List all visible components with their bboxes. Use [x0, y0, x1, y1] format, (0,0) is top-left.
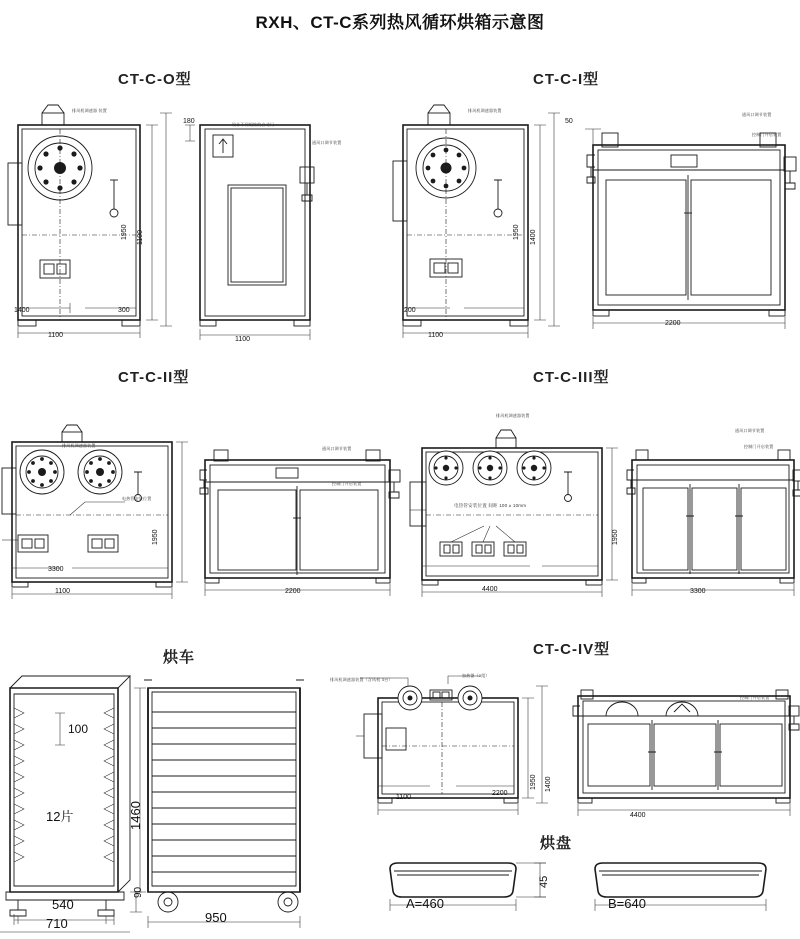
diagram-tray: [380, 855, 800, 925]
dim-height-front-ct-c-0: 1950: [121, 224, 128, 240]
section-title-ct-c-i: CT-C-I型: [533, 71, 600, 88]
note-side-1-ct-c-0: 通风口调节装置: [312, 140, 342, 145]
section-title-ct-c-0: CT-C-O型: [118, 71, 192, 88]
diagram-ct-c-i: [388, 95, 800, 345]
dim-3-ct-c-iv: 2200: [492, 790, 508, 797]
dim-side-width-ct-c-0: 1100: [235, 336, 251, 343]
section-title-ct-c-ii: CT-C-II型: [118, 369, 190, 386]
note-right-2-ct-c-iii: 控制门开启装置: [744, 444, 774, 449]
note-fan-ct-c-iv: 排风机调速器装置（含风机 3台）: [330, 677, 393, 682]
dim-small-2-ct-c-0: 300: [118, 307, 130, 314]
diagram-trolley: [0, 670, 330, 930]
dim-3-ct-c-ii: 1100: [55, 588, 71, 595]
dim-1-ct-c-i: 1950: [513, 224, 520, 240]
note-fan-ct-c-ii: 排风机调速器装置: [62, 443, 96, 448]
section-title-ct-c-iii: CT-C-III型: [533, 369, 610, 386]
dim-plate-pitch-trolley: 100: [68, 722, 89, 736]
note-top-ct-c-iv: 加热器（3组）: [462, 673, 490, 678]
note-right-1-ct-c-iii: 通风口调节装置: [735, 428, 765, 433]
dim-inner-1-ct-c-0: 1400: [14, 307, 30, 314]
page-title: RXH、CT-C系列热风循环烘箱示意图: [255, 13, 545, 32]
dim-2-ct-c-iv: 1400: [545, 776, 552, 792]
dim-6-ct-c-i: 50: [565, 118, 573, 125]
dim-4-ct-c-iv: 4400: [630, 812, 646, 819]
dim-2-ct-c-i: 1400: [530, 229, 537, 245]
dim-right-tray: B=640: [608, 896, 646, 911]
dim-thickness-tray: 45: [538, 875, 550, 888]
section-title-trolley: 烘车: [163, 649, 196, 666]
note-top-right-ct-c-0: 设计不同规格的自动门: [232, 122, 274, 127]
dim-depth-ct-c-0: 1100: [137, 229, 144, 245]
note-fan-ct-c-i: 排风机调速器装置: [468, 108, 502, 113]
dim-wheel-trolley: 90: [133, 886, 144, 898]
dim-base-trolley: 710: [46, 916, 68, 931]
dim-1-ct-c-iii: 1950: [612, 529, 619, 545]
dim-length-trolley: 950: [205, 910, 227, 925]
dim-side-small-ct-c-0: 180: [183, 118, 195, 125]
section-title-tray: 烘盘: [540, 835, 573, 852]
dim-1-ct-c-ii: 1950: [152, 529, 159, 545]
diagram-ct-c-0: [0, 95, 400, 345]
dim-2-ct-c-iii: 3300: [690, 588, 706, 595]
note-right-ct-c-iv: 控制门开启装置: [740, 695, 770, 700]
note-right-1-ct-c-ii: 通风口调节装置: [322, 446, 352, 451]
section-title-ct-c-iv: CT-C-IV型: [533, 641, 611, 658]
dim-3-ct-c-iii: 4400: [482, 586, 498, 593]
dim-left-tray: A=460: [406, 896, 444, 911]
dim-height-trolley: 1460: [128, 801, 143, 830]
dim-2-ct-c-ii: 2200: [285, 588, 301, 595]
note-inner-ct-c-iii: 电热管安装位置 间距 100 ± 10mm: [454, 503, 527, 508]
dim-5-ct-c-i: 2200: [665, 320, 681, 327]
note-right-2-ct-c-i: 控制门开启装置: [752, 132, 782, 137]
dim-angle-trolley: 12片: [46, 809, 74, 824]
dim-1-ct-c-iv: 1950: [530, 774, 537, 790]
note-fan-ct-c-0: 排风机调速器 装置: [72, 108, 107, 113]
dim-3-ct-c-i: 200: [404, 307, 416, 314]
dim-width-trolley: 540: [52, 897, 74, 912]
note-fan-ct-c-iii: 排风机调速器装置: [496, 413, 530, 418]
dim-5-ct-c-iv: 1100: [396, 794, 412, 801]
dim-4-ct-c-i: 1100: [428, 332, 444, 339]
note-inner-ct-c-ii: 电热管安装位置: [122, 496, 152, 501]
note-right-2-ct-c-ii: 控制门开启装置: [332, 481, 362, 486]
dim-width-front-ct-c-0: 1100: [48, 332, 64, 339]
note-right-1-ct-c-i: 通风口调节装置: [742, 112, 772, 117]
dim-4-ct-c-ii: 3300: [48, 566, 64, 573]
